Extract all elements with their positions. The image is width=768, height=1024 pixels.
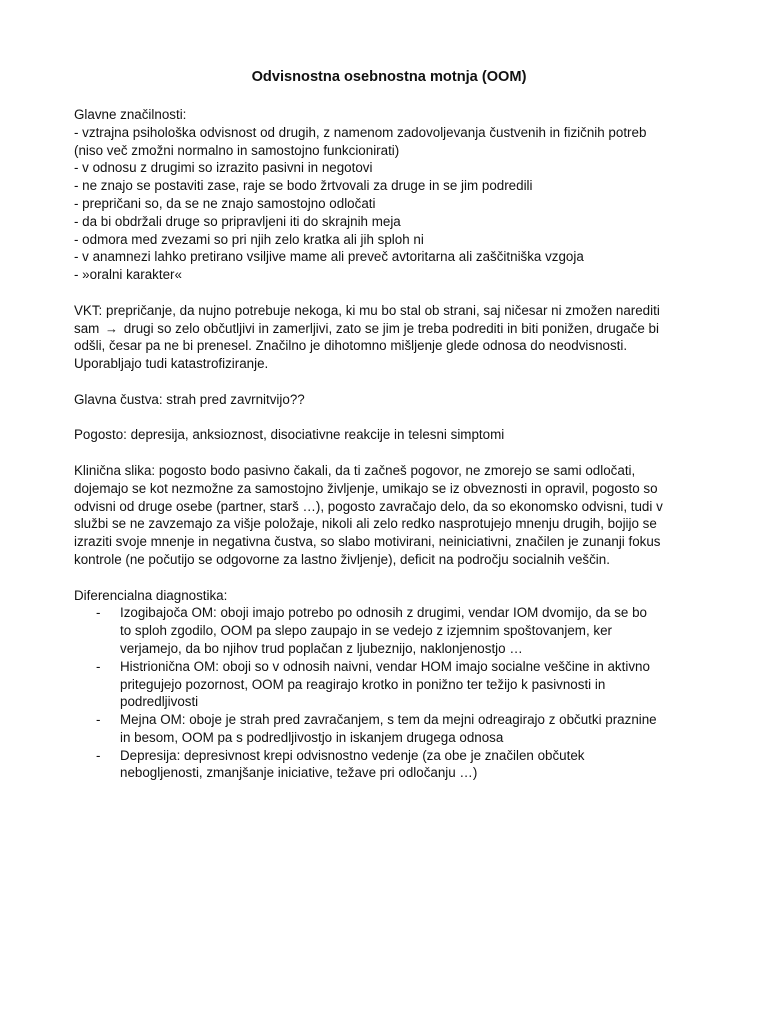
clinical-line: odvisni od druge osebe (partner, starš …), pogosto zavračajo delo, da so ekonomsko odvisni, tudi v <box>74 498 663 514</box>
list-item <box>74 604 704 657</box>
often-section <box>74 426 704 444</box>
features-heading: Glavne značilnosti: <box>74 107 187 122</box>
vkt-line: odšli, česar pa ne bi prenesel. Značilno je dihotomno mišljenje glede odnosa do neodvisnosti. <box>74 338 628 354</box>
list-item-line: podredljivosti <box>120 694 199 710</box>
list-item-line: verjamejo, da bo njihov trud poplačan z ljubeznijo, naklonjenostjo … <box>120 640 523 656</box>
feature-line: - v odnosu z drugimi so izrazito pasivni in negotovi <box>74 160 373 176</box>
feature-line: - da bi obdržali druge so pripravljeni iti do skrajnih meja <box>74 213 401 229</box>
vkt-line-rest: drugi so zelo občutljivi in zamerljivi, zato se jim je treba podrediti in biti ponižen, drugače bi <box>123 320 659 336</box>
document-title: Odvisnostna osebnostna motnja (OOM) <box>251 69 527 85</box>
feature-line: - prepričani so, da se ne znajo samostojno odločati <box>74 195 376 211</box>
clinical-line: službi se ne zavzemajo za višje položaje, nikoli ali zelo redko nasprotujejo mnenju drugih, bojijo se <box>74 516 657 532</box>
differential-list <box>74 604 704 782</box>
feature-line: - ne znajo se postaviti zase, raje se bodo žrtvovali za druge in se jim podredili <box>74 178 533 194</box>
vkt-section <box>74 302 704 373</box>
vkt-line <box>74 320 704 338</box>
document-page <box>74 68 704 800</box>
often-line: Pogosto: depresija, anksioznost, disociativne reakcije in telesni simptomi <box>74 427 505 443</box>
feature-line: (niso več zmožni normalno in samostojno funkcionirati) <box>74 142 400 158</box>
emotion-section <box>74 391 704 409</box>
differential-section <box>74 587 704 783</box>
list-item <box>74 711 704 747</box>
feature-line: - v anamnezi lahko pretirano vsiljive mame ali preveč avtoritarna ali zaščitniška vzgoja <box>74 249 584 265</box>
list-item-line: Depresija: depresivnost krepi odvisnostno vedenje (za obe je značilen občutek <box>120 747 585 763</box>
list-item-line: to sploh zgodilo, OOM pa slepo zaupajo in se vedejo z izjemnim spoštovanjem, ker <box>120 623 612 639</box>
list-bullet: - <box>96 605 101 621</box>
vkt-line: VKT: prepričanje, da nujno potrebuje nekoga, ki mu bo stal ob strani, saj ničesar ni zmožen narediti <box>74 302 660 318</box>
emotion-line: Glavna čustva: strah pred zavrnitvijo?? <box>74 391 305 407</box>
arrow-right-icon: → <box>105 320 119 336</box>
clinical-section <box>74 462 704 569</box>
list-bullet: - <box>96 658 101 674</box>
list-item-line: nebogljenosti, zmanjšanje iniciative, težave pri odločanju …) <box>120 765 478 781</box>
features-section <box>74 106 704 284</box>
list-item <box>74 658 704 711</box>
list-item-line: pritegujejo pozornost, OOM pa reagirajo krotko in ponižno ter težijo k pasivnosti in <box>120 676 606 692</box>
clinical-line: Klinična slika: pogosto bodo pasivno čakali, da ti začneš pogovor, ne zmorejo se sami odločati, <box>74 462 636 478</box>
feature-line: - odmora med zvezami so pri njih zelo kratka ali jih sploh ni <box>74 231 424 247</box>
list-bullet: - <box>96 712 101 728</box>
feature-line: - vztrajna psihološka odvisnost od drugih, z namenom zadovoljevanja čustvenih in fizičnih potreb <box>74 124 647 140</box>
feature-line: - »oralni karakter« <box>74 267 182 283</box>
clinical-line: izraziti svoje mnenje in negativna čustva, so slabo motivirani, neiniciativni, značilen je zunanji fokus <box>74 534 661 550</box>
clinical-line: dojemajo se kot nezmožne za samostojno življenje, umikajo se iz obveznosti in opravil, pogosto so <box>74 480 658 496</box>
list-item-line: Histrionična OM: oboji so v odnosih naivni, vendar HOM imajo socialne veščine in aktivno <box>120 658 650 674</box>
list-item-line: Izogibajoča OM: oboji imajo potrebo po odnosih z drugimi, vendar IOM dvomijo, da se bo <box>120 605 647 621</box>
vkt-line: Uporabljajo tudi katastrofiziranje. <box>74 356 269 372</box>
vkt-line-start: sam <box>74 320 100 336</box>
list-item-line: Mejna OM: oboje je strah pred zavračanjem, s tem da mejni odreagirajo z občutki praznine <box>120 712 657 728</box>
list-bullet: - <box>96 747 101 763</box>
differential-heading: Diferencialna diagnostika: <box>74 587 228 603</box>
list-item <box>74 747 704 783</box>
clinical-line: kontrole (ne počutijo se odgovorne za lastno življenje), deficit na področju socialnih veščin. <box>74 551 610 567</box>
list-item-line: in besom, OOM pa s podredljivostjo in iskanjem drugega odnosa <box>120 729 504 745</box>
